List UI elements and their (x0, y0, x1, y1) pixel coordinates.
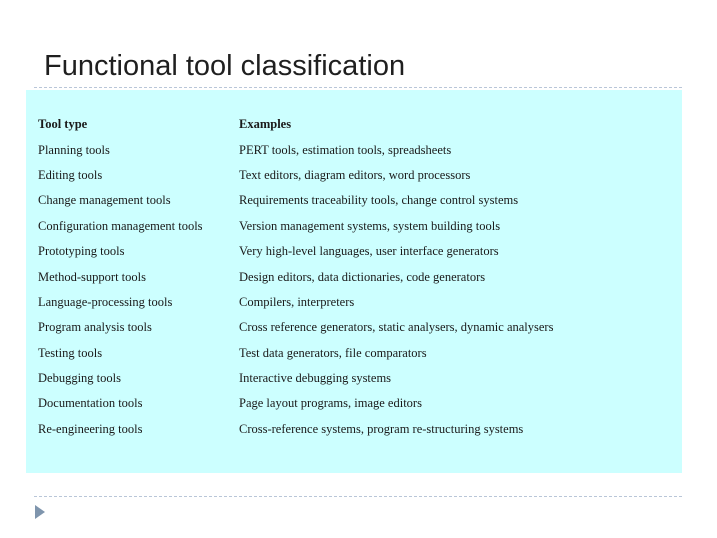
examples-cell: Cross-reference systems, program re-structuring systems (239, 421, 524, 436)
examples-cell: Cross reference generators, static analysers, dynamic analysers (239, 320, 554, 335)
table-row (38, 188, 553, 213)
table-row (38, 239, 553, 264)
top-dashed-divider (34, 87, 682, 88)
tool-type-cell: Planning tools (38, 142, 110, 157)
table-row (38, 214, 553, 239)
tool-type-cell: Change management tools (38, 193, 171, 208)
table-row (38, 391, 553, 416)
table-header-row (38, 112, 553, 137)
table-row (38, 341, 553, 366)
bottom-dashed-divider (34, 496, 682, 497)
table-row (38, 163, 553, 188)
tool-type-cell: Debugging tools (38, 371, 121, 386)
table-row (38, 417, 553, 442)
examples-cell: Version management systems, system building tools (239, 218, 501, 233)
header-tool-type: Tool type (38, 117, 88, 132)
examples-cell: Interactive debugging systems (239, 371, 392, 386)
table-row (38, 366, 553, 391)
tool-type-cell: Program analysis tools (38, 320, 152, 335)
examples-cell: Compilers, interpreters (239, 294, 355, 309)
triangle-bullet-icon (35, 505, 45, 519)
tool-type-cell: Editing tools (38, 167, 103, 182)
examples-cell: Text editors, diagram editors, word processors (239, 167, 471, 182)
tool-type-cell: Configuration management tools (38, 218, 203, 233)
examples-cell: Requirements traceability tools, change control systems (239, 193, 519, 208)
slide-title: Functional tool classification (44, 50, 406, 82)
tool-type-cell: Documentation tools (38, 396, 143, 411)
tool-type-cell: Prototyping tools (38, 244, 125, 259)
table-row (38, 264, 553, 289)
table-row (38, 315, 553, 340)
examples-cell: PERT tools, estimation tools, spreadsheets (239, 142, 452, 157)
examples-cell: Very high-level languages, user interface generators (239, 244, 499, 259)
tool-classification-table (38, 112, 553, 442)
examples-cell: Test data generators, file comparators (239, 345, 427, 360)
tool-type-cell: Method-support tools (38, 269, 146, 284)
table-row (38, 137, 553, 162)
tool-type-cell: Re-engineering tools (38, 421, 143, 436)
examples-cell: Page layout programs, image editors (239, 396, 422, 411)
tool-type-cell: Testing tools (38, 345, 103, 360)
tool-classification-panel (26, 90, 682, 473)
header-examples: Examples (239, 117, 292, 132)
examples-cell: Design editors, data dictionaries, code generators (239, 269, 486, 284)
table-row (38, 290, 553, 315)
tool-type-cell: Language-processing tools (38, 294, 173, 309)
